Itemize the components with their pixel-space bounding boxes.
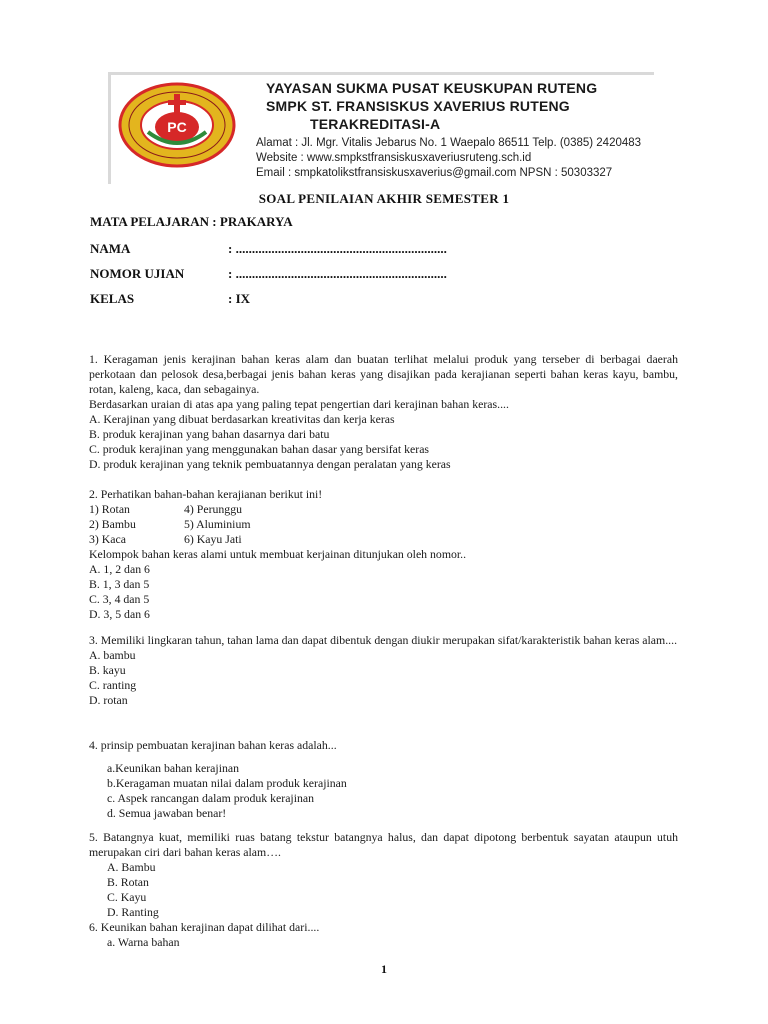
question-3-option-a: A. bambu <box>89 648 136 662</box>
material-item: 1) Rotan <box>89 502 130 516</box>
question-4 <box>89 738 678 821</box>
school-email: Email : smpkatolikstfransiskusxaverius@gmail.com NPSN : 50303327 <box>256 167 613 179</box>
school-website: Website : www.smpkstfransiskusxaveriusruteng.sch.id <box>256 152 532 164</box>
question-1-option-c: C. produk kerajinan yang menggunakan bahan dasar yang bersifat keras <box>89 442 430 456</box>
question-5 <box>89 830 678 920</box>
letterhead-border-top <box>108 72 654 75</box>
question-5-option-c: C. Kayu <box>107 890 147 904</box>
question-2-option-b: B. 1, 3 dan 5 <box>89 577 150 591</box>
exam-title: SOAL PENILAIAN AKHIR SEMESTER 1 <box>258 191 510 206</box>
exam-number-label: NOMOR UJIAN <box>90 266 185 281</box>
page-number: 1 <box>381 962 387 976</box>
question-1-option-d: D. produk kerajinan yang teknik pembuatannya dengan peralatan yang keras <box>89 457 451 471</box>
letterhead-border-left <box>108 72 111 184</box>
class-value: : IX <box>228 291 251 306</box>
question-2-stem: 2. Perhatikan bahan-bahan kerajianan berikut ini! <box>89 487 323 501</box>
question-3-option-d: D. rotan <box>89 693 128 707</box>
material-item: 5) Aluminium <box>184 517 251 531</box>
question-5-option-d: D. Ranting <box>107 905 159 919</box>
subject-line: MATA PELAJARAN : PRAKARYA <box>90 214 293 229</box>
class-label: KELAS <box>90 291 135 306</box>
letterhead <box>108 72 654 184</box>
school-name: SMPK ST. FRANSISKUS XAVERIUS RUTENG <box>266 98 570 114</box>
question-2-option-c: C. 3, 4 dan 5 <box>89 592 150 606</box>
question-5-stem: 5. Batangnya kuat, memiliki ruas batang tekstur batangnya halus, dan dapat dipotong berbentuk sayatan ataupun utuh merupakan ciri dari bahan keras alam…. <box>89 830 678 859</box>
name-value: : ................................................................. <box>228 241 447 256</box>
question-3-stem: 3. Memiliki lingkaran tahun, tahan lama dan dapat dibentuk dengan diukir merupakan sifat/karakteristik bahan keras alam.... <box>89 633 678 647</box>
question-2-option-a: A. 1, 2 dan 6 <box>89 562 150 576</box>
school-logo <box>118 82 236 168</box>
material-item: 2) Bambu <box>89 517 136 531</box>
question-1-prompt: Berdasarkan uraian di atas apa yang paling tepat pengertian dari kerajinan bahan keras.... <box>89 397 509 411</box>
question-6-option-a: a. Warna bahan <box>107 935 180 949</box>
exam-number-field <box>90 266 447 282</box>
question-3-option-c: C. ranting <box>89 678 137 692</box>
name-label: NAMA <box>90 241 131 256</box>
question-1-option-a: A. Kerajinan yang dibuat berdasarkan kreativitas dan kerja keras <box>89 412 395 426</box>
question-3 <box>89 633 678 708</box>
question-2 <box>89 487 678 622</box>
question-1-stem: 1. Keragaman jenis kerajinan bahan keras alam dan buatan terlihat melalui produk yang terseber di berbagai daerah perkotaan dan pelosok desa,berbagai jenis bahan keras yang disajikan pada kerajianan seperti bahan keras kayu, bambu, rotan, kaleng, kaca, dan sebagainya. <box>89 352 678 396</box>
question-2-option-d: D. 3, 5 dan 6 <box>89 607 150 621</box>
logo-text: PC <box>167 119 187 135</box>
question-4-stem: 4. prinsip pembuatan kerajinan bahan keras adalah... <box>89 738 337 752</box>
question-5-option-a: A. Bambu <box>107 860 156 874</box>
question-4-option-d: d. Semua jawaban benar! <box>107 806 227 820</box>
name-field <box>90 241 447 257</box>
material-item: 6) Kayu Jati <box>184 532 242 546</box>
question-6-stem: 6. Keunikan bahan kerajinan dapat dilihat dari.... <box>89 920 320 934</box>
school-address: Alamat : Jl. Mgr. Vitalis Jebarus No. 1 Waepalo 86511 Telp. (0385) 2420483 <box>256 137 642 149</box>
material-item: 4) Perunggu <box>184 502 242 516</box>
question-1 <box>89 352 678 472</box>
question-3-option-b: B. kayu <box>89 663 126 677</box>
question-6 <box>89 920 678 950</box>
question-4-option-c: c. Aspek rancangan dalam produk kerajinan <box>107 791 315 805</box>
foundation-name: YAYASAN SUKMA PUSAT KEUSKUPAN RUTENG <box>266 80 598 96</box>
question-4-option-a: a.Keunikan bahan kerajinan <box>107 761 240 775</box>
question-1-option-b: B. produk kerajinan yang bahan dasarnya dari batu <box>89 427 330 441</box>
question-5-option-b: B. Rotan <box>107 875 149 889</box>
question-4-option-b: b.Keragaman muatan nilai dalam produk kerajinan <box>107 776 347 790</box>
exam-number-value: : ................................................................. <box>228 266 447 281</box>
material-list <box>89 502 678 547</box>
accreditation: TERAKREDITASI-A <box>310 116 441 132</box>
material-item: 3) Kaca <box>89 532 127 546</box>
question-2-prompt: Kelompok bahan keras alami untuk membuat kerjainan ditunjukan oleh nomor.. <box>89 547 467 561</box>
class-field <box>90 291 250 307</box>
